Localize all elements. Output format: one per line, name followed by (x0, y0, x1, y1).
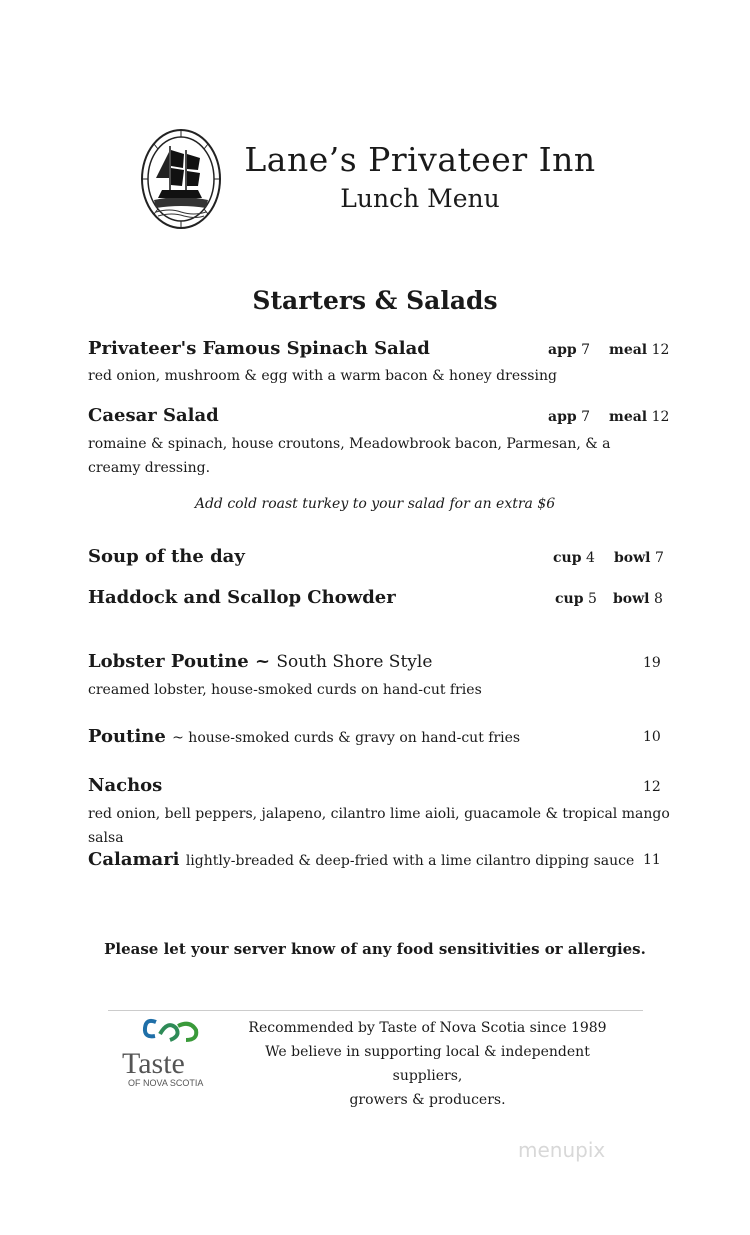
footer-text (240, 1016, 615, 1112)
page-title: Lane’s Privateer Inn (244, 140, 596, 179)
menu-item-description: red onion, bell peppers, jalapeno, cilantro lime aioli, guacamole & tropical mango salsa (88, 806, 670, 846)
menu-item-name: Lobster Poutine ~ South Shore Style (88, 651, 433, 672)
section-title: Starters & Salads (252, 286, 498, 315)
price-app: app 7 (548, 409, 591, 425)
footer-line: growers & producers. (349, 1092, 506, 1108)
svg-text:OF NOVA SCOTIA: OF NOVA SCOTIA (128, 1078, 204, 1088)
menu-item-description: red onion, mushroom & egg with a warm bacon & honey dressing (88, 368, 557, 384)
menu-item-name: Nachos (88, 775, 163, 796)
menu-item-name: Haddock and Scallop Chowder (88, 587, 396, 608)
price-cup: cup 4 (553, 550, 595, 566)
price-bowl: bowl 7 (614, 550, 664, 566)
allergy-notice: Please let your server know of any food sensitivities or allergies. (104, 940, 646, 958)
menu-item-name: Privateer's Famous Spinach Salad (88, 338, 430, 359)
menu-item-name: Soup of the day (88, 546, 245, 567)
menu-item-description: romaine & spinach, house croutons, Meadowbrook bacon, Parmesan, & a creamy dressing. (88, 436, 611, 476)
footer-divider (108, 1010, 643, 1011)
watermark: menupix (518, 1138, 606, 1162)
svg-text:Taste: Taste (122, 1047, 185, 1080)
price-app: app 7 (548, 342, 591, 358)
footer-line: Recommended by Taste of Nova Scotia since 1989 (248, 1020, 607, 1036)
footer-line: We believe in supporting local & independent suppliers, (265, 1044, 590, 1084)
price-bowl: bowl 8 (613, 591, 663, 607)
price: 12 (643, 779, 661, 795)
menu-item-description: creamed lobster, house-smoked curds on hand-cut fries (88, 682, 482, 698)
salad-addon-note: Add cold roast turkey to your salad for an extra $6 (194, 496, 556, 512)
menu-item-name: Poutine ~ house-smoked curds & gravy on hand-cut fries (88, 726, 521, 747)
price: 10 (643, 729, 661, 745)
price-meal: meal 12 (609, 409, 670, 425)
price: 19 (643, 655, 661, 671)
price: 11 (643, 852, 661, 868)
price-meal: meal 12 (609, 342, 670, 358)
taste-of-nova-scotia-logo (118, 1016, 208, 1090)
menu-item-name: Calamari lightly-breaded & deep-fried with a lime cilantro dipping sauce (88, 849, 635, 870)
menu-item-name: Caesar Salad (88, 405, 219, 426)
price-cup: cup 5 (555, 591, 597, 607)
page-subtitle: Lunch Menu (340, 184, 500, 213)
